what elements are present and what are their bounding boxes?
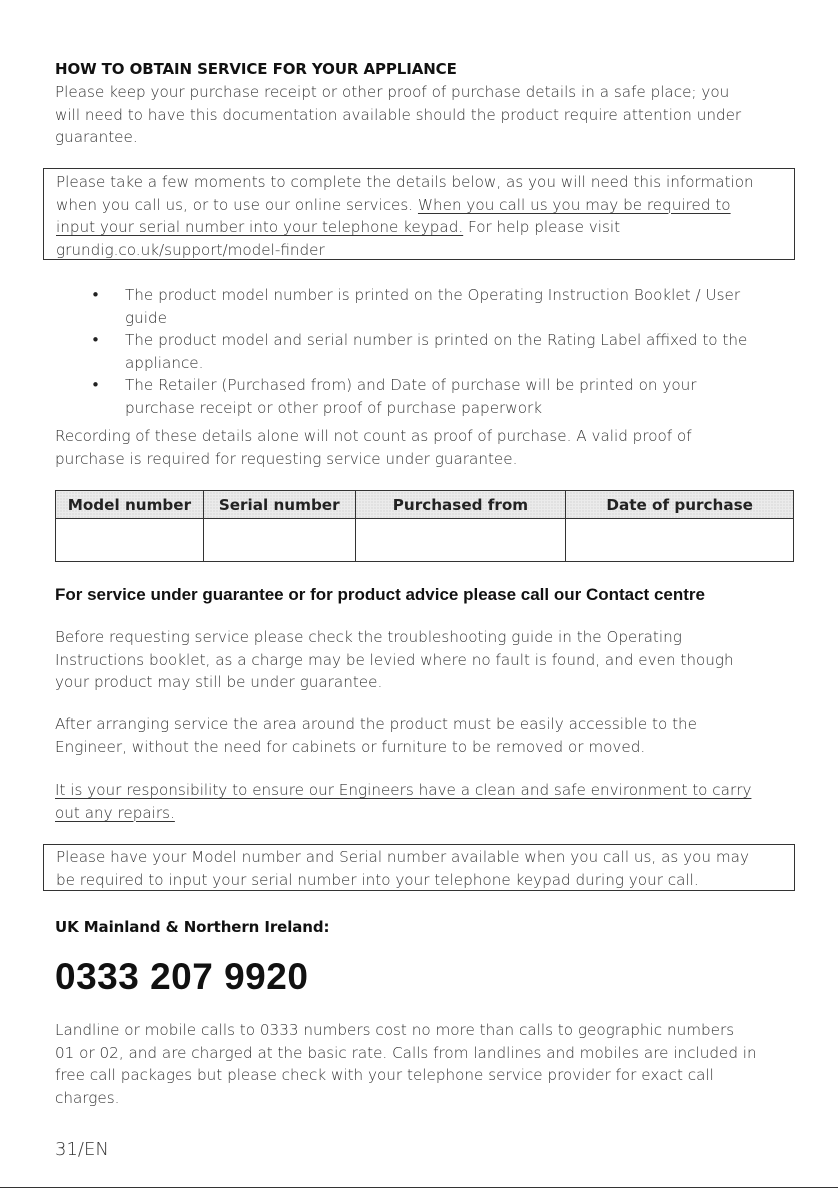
notice-url: grundig.co.uk/support/model-finder xyxy=(56,240,325,259)
paragraph-line: free call packages but please check with your telephone service provider for exact call xyxy=(55,1066,714,1085)
table-row xyxy=(56,519,794,562)
keypad-notice-line: Please have your Model number and Serial number available when you call us, as you may xyxy=(56,848,749,866)
list-item-line: • The Retailer (Purchased from) and Date of purchase will be printed on your xyxy=(125,376,697,395)
notice-plain-text: when you call us, or to use our online services. xyxy=(56,195,418,214)
intro-line: will need to have this documentation available should the product require attention under xyxy=(55,105,742,124)
keypad-notice-line: be required to input your serial number into your telephone keypad during your call. xyxy=(56,870,699,889)
list-item-line: purchase receipt or other proof of purchase paperwork xyxy=(125,398,543,417)
serial-number-cell[interactable] xyxy=(203,519,355,562)
notice-line xyxy=(56,194,791,217)
responsibility-paragraph xyxy=(55,779,795,824)
access-paragraph xyxy=(55,713,795,758)
purchased-from-cell[interactable] xyxy=(355,519,566,562)
contact-heading: For service under guarantee or for product advice please call our Contact centre xyxy=(55,585,705,604)
recording-note-line: purchase is required for requesting service under guarantee. xyxy=(55,449,518,468)
model-number-cell[interactable] xyxy=(56,519,204,562)
region-label: UK Mainland & Northern Ireland: xyxy=(55,918,330,936)
list-item xyxy=(55,329,795,374)
intro-line: guarantee. xyxy=(55,128,138,147)
paragraph-line: Landline or mobile calls to 0333 numbers cost no more than calls to geographic numbers xyxy=(55,1021,735,1039)
list-item-line: guide xyxy=(125,308,167,327)
paragraph-line: charges. xyxy=(55,1088,120,1107)
paragraph-line: Engineer, without the need for cabinets or furniture to be removed or moved. xyxy=(55,737,646,756)
column-header-serial-number: Serial number xyxy=(203,491,355,519)
paragraph-line: 01 or 02, and are charged at the basic rate. Calls from landlines and mobiles are included in xyxy=(55,1043,757,1062)
column-header-purchased-from: Purchased from xyxy=(355,491,566,519)
purchase-details-table xyxy=(55,490,794,562)
list-item-line: • The product model number is printed on the Operating Instruction Booklet / User xyxy=(125,286,741,304)
paragraph-line: After arranging service the area around the product must be easily accessible to the xyxy=(55,715,697,733)
notice-underlined-text: When you call us you may be required to xyxy=(417,195,731,214)
notice-line xyxy=(56,216,791,239)
notice-text xyxy=(56,171,791,261)
paragraph-line: out any repairs. xyxy=(55,803,175,822)
table-header-row xyxy=(56,491,794,519)
intro-paragraph xyxy=(55,81,795,149)
list-item xyxy=(55,374,795,419)
service-heading: HOW TO OBTAIN SERVICE FOR YOUR APPLIANCE xyxy=(55,60,457,78)
troubleshooting-paragraph xyxy=(55,626,795,694)
footer-rule xyxy=(0,1187,838,1188)
recording-note xyxy=(55,425,795,470)
list-item-line: • The product model and serial number is printed on the Rating Label affixed to the xyxy=(125,331,748,350)
call-charges-paragraph xyxy=(55,1019,815,1109)
list-item xyxy=(55,284,795,329)
keypad-notice-text xyxy=(56,846,791,891)
notice-underlined-text: input your serial number into your telephone keypad. xyxy=(56,218,464,237)
notice-box xyxy=(43,168,795,260)
intro-line: Please keep your purchase receipt or other proof of purchase details in a safe place; you xyxy=(55,83,730,101)
paragraph-line: your product may still be under guarantee. xyxy=(55,673,383,692)
paragraph-line: It is your responsibility to ensure our Engineers have a clean and safe environment to carry xyxy=(55,781,752,799)
date-of-purchase-cell[interactable] xyxy=(566,519,794,562)
paragraph-line: Before requesting service please check the troubleshooting guide in the Operating xyxy=(55,628,682,646)
recording-note-line: Recording of these details alone will not count as proof of purchase. A valid proof of xyxy=(55,427,692,445)
column-header-date-of-purchase: Date of purchase xyxy=(566,491,794,519)
page-number: 31/EN xyxy=(55,1139,109,1160)
notice-plain-text: For help please visit xyxy=(463,218,621,237)
column-header-model-number: Model number xyxy=(56,491,204,519)
details-location-list xyxy=(55,284,795,420)
notice-line: Please take a few moments to complete the details below, as you will need this information xyxy=(56,173,754,191)
keypad-notice-box xyxy=(43,844,795,891)
list-item-line: appliance. xyxy=(125,353,204,372)
contact-phone-number: 0333 207 9920 xyxy=(55,956,309,997)
paragraph-line: Instructions booklet, as a charge may be levied where no fault is found, and even though xyxy=(55,650,734,669)
